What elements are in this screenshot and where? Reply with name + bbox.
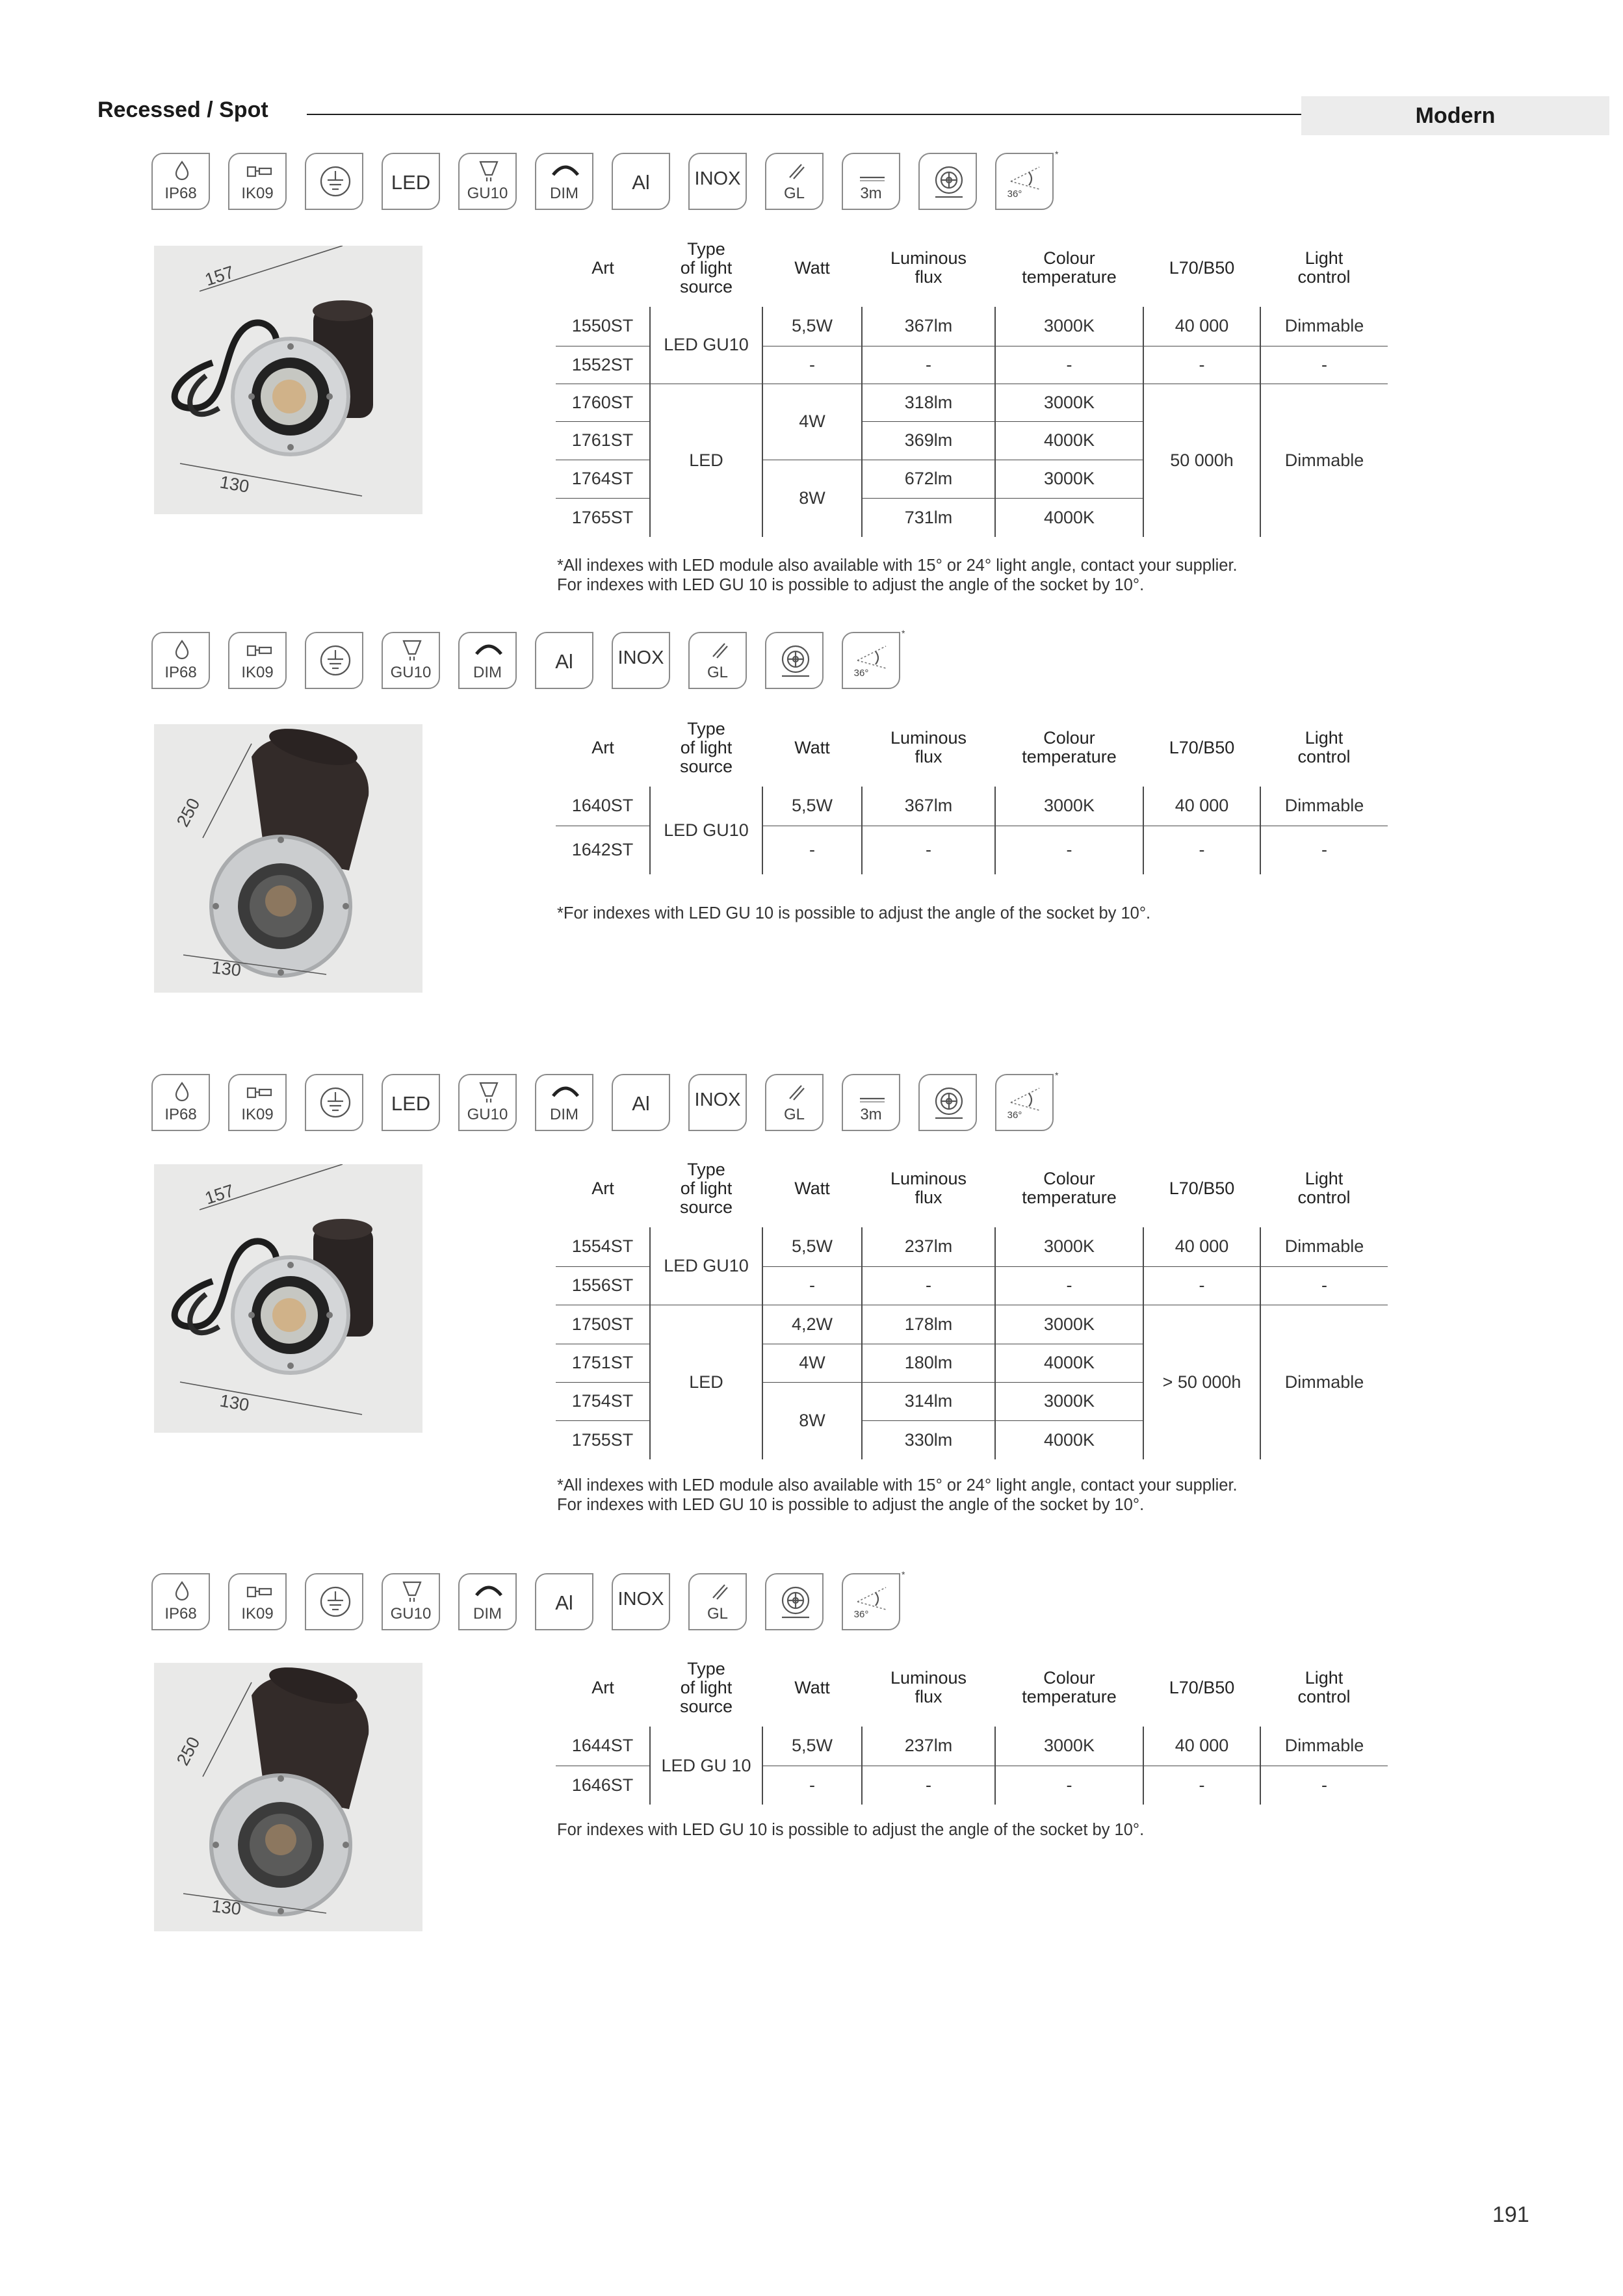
page-number: 191 [1492,2202,1529,2227]
table-cell: 180lm [862,1344,995,1382]
column-header: Luminous flux [890,248,967,287]
column-header: L70/B50 [1169,1178,1235,1198]
footnote-line: *All indexes with LED module also available with 15° or 24° light angle, contact your supplier. [557,556,1238,575]
column-header: Watt [794,737,830,757]
table-cell: 4000K [995,498,1143,537]
drive-over-icon [918,153,977,210]
drive-over-icon [918,1074,977,1131]
table-cell: 178lm [862,1305,995,1344]
table-cell: 4,2W [762,1305,862,1344]
column-header: Type of light source [679,239,733,296]
spec-table [556,709,1388,874]
column-header: Luminous flux [890,1668,967,1706]
drive-over-icon [765,1573,824,1630]
column-header: Luminous flux [890,1169,967,1207]
aluminium-icon: Al [612,153,670,210]
ip68-icon: IP68 [151,1074,210,1131]
column-header: Light control [1297,728,1351,766]
table-cell: 50 000h [1143,384,1260,537]
asterisk-mark: * [1055,1070,1059,1080]
class-earth-icon [305,1074,363,1131]
dimmable-icon: DIM [535,1074,593,1131]
asterisk-mark: * [902,628,905,638]
asterisk-mark: * [902,1569,905,1580]
glass-icon: GL [765,1074,824,1131]
table-cell: 3000K [995,1382,1143,1420]
beam-angle-icon: 36° [995,153,1054,210]
table-cell: - [1260,1766,1388,1805]
table-row [556,1305,1388,1344]
dimension-label: 250 [172,794,204,830]
table-cell: 237lm [862,1227,995,1266]
table-cell: 1754ST [556,1382,650,1420]
spec-table [556,1149,1388,1459]
cable-icon: 3m [842,1074,900,1131]
column-header: Type of light source [679,1658,733,1716]
footnote [557,1820,1144,1840]
column-header: Luminous flux [890,728,967,766]
footnote-line: For indexes with LED GU 10 is possible to adjust the angle of the socket by 10°. [557,1821,1145,1839]
table-cell: 4W [762,384,862,460]
column-header: Colour temperature [1022,248,1117,287]
spec-table [556,1649,1388,1805]
table-cell: - [862,1266,995,1305]
column-header: Watt [794,257,830,278]
table-cell: - [862,826,995,874]
column-header: Colour temperature [1022,728,1117,766]
inox-icon: INOX [612,632,670,689]
table-cell: 1755ST [571,1429,634,1450]
column-header: Art [591,737,614,757]
dimension-label: 130 [211,958,242,980]
ik09-icon: IK09 [228,153,287,210]
dimension-label: 130 [218,1390,251,1415]
table-cell: 1550ST [556,307,650,346]
glass-icon: GL [688,632,747,689]
footnote [557,556,1238,595]
table-cell: LED GU10 [650,787,762,874]
table-cell: 4W [762,1344,862,1382]
table-cell: 3000K [995,1727,1143,1766]
drive-over-icon [765,632,824,689]
table-cell: Dimmable [1260,384,1388,537]
table-cell: - [1143,346,1260,384]
table-cell: - [995,1766,1143,1805]
table-cell: 367lm [862,307,995,346]
column-header: L70/B50 [1169,257,1235,278]
table-cell: 8W [762,1382,862,1459]
gu10-icon: GU10 [458,153,517,210]
beam-angle-icon: 36° [842,632,900,689]
footnote-line: *For indexes with LED GU 10 is possible to adjust the angle of the socket by 10°. [557,904,1151,922]
table-cell: 1765ST [571,507,634,527]
table-cell: 4000K [995,1344,1143,1382]
dimmable-icon: DIM [458,1573,517,1630]
table-cell: 1642ST [571,840,634,860]
dimension-label: 250 [172,1733,204,1769]
table-cell: - [762,1266,862,1305]
table-cell: LED GU 10 [650,1727,762,1805]
inox-icon: INOX [688,1074,747,1131]
table-cell: - [995,826,1143,874]
column-header: Light control [1297,1668,1351,1706]
table-cell: 1764ST [556,460,650,498]
table-cell: - [862,1766,995,1805]
ip68-icon: IP68 [151,1573,210,1630]
table-cell: - [1260,1266,1388,1305]
table-cell: 3000K [995,307,1143,346]
column-header: Colour temperature [1022,1169,1117,1207]
table-row [556,1727,1388,1766]
table-cell: 314lm [862,1382,995,1420]
column-header: Art [591,257,614,278]
inox-icon: INOX [688,153,747,210]
product-photo [154,1164,422,1433]
column-header: L70/B50 [1169,737,1235,757]
table-cell: 1646ST [571,1775,634,1795]
column-header: Art [591,1677,614,1697]
table-cell: 1644ST [556,1727,650,1766]
spec-table [556,229,1388,537]
table-cell: 5,5W [762,1227,862,1266]
category-tag: Modern [1301,96,1609,135]
table-cell: - [1143,1766,1260,1805]
footnote-line: For indexes with LED GU 10 is possible to adjust the angle of the socket by 10°. [557,576,1145,594]
aluminium-icon: Al [535,1573,593,1630]
table-cell: 5,5W [762,787,862,826]
section-title: Recessed / Spot [97,98,268,122]
gu10-icon: GU10 [382,1573,440,1630]
table-cell: - [762,346,862,384]
ik09-icon: IK09 [228,632,287,689]
inox-icon: INOX [612,1573,670,1630]
table-cell: 1750ST [556,1305,650,1344]
table-row [556,307,1388,346]
table-cell: 1760ST [556,384,650,421]
table-cell: Dimmable [1260,307,1388,346]
ik09-icon: IK09 [228,1074,287,1131]
dimmable-icon: DIM [458,632,517,689]
table-cell: 5,5W [762,1727,862,1766]
product-photo [154,724,422,993]
footnote [557,904,1150,923]
ip68-icon: IP68 [151,632,210,689]
table-cell: 318lm [862,384,995,421]
column-header: Art [591,1178,614,1198]
column-header: Watt [794,1677,830,1697]
table-cell: 40 000 [1143,1227,1260,1266]
table-cell: LED GU10 [650,1227,762,1305]
glass-icon: GL [765,153,824,210]
column-header: Watt [794,1178,830,1198]
dimmable-icon: DIM [535,153,593,210]
table-cell: 1751ST [556,1344,650,1382]
table-cell: LED [650,384,762,537]
led-icon: LED [382,153,440,210]
ip68-icon: IP68 [151,153,210,210]
class-earth-icon [305,632,363,689]
table-cell: 1556ST [556,1266,650,1305]
column-header: Type of light source [679,718,733,776]
ik09-icon: IK09 [228,1573,287,1630]
gu10-icon: GU10 [382,632,440,689]
table-cell: Dimmable [1260,1727,1388,1766]
column-header: Type of light source [679,1159,733,1217]
table-cell: 3000K [995,787,1143,826]
table-cell: - [1143,826,1260,874]
table-cell: Dimmable [1260,1227,1388,1266]
led-icon: LED [382,1074,440,1131]
beam-angle-icon: 36° [842,1573,900,1630]
footnote-line: *All indexes with LED module also available with 15° or 24° light angle, contact your supplier. [557,1476,1238,1494]
asterisk-mark: * [1055,149,1059,159]
table-cell: > 50 000h [1143,1305,1260,1459]
table-cell: - [995,1266,1143,1305]
table-cell: 237lm [862,1727,995,1766]
table-cell: - [1260,826,1388,874]
column-header: Colour temperature [1022,1668,1117,1706]
table-cell: 1554ST [556,1227,650,1266]
column-header: Light control [1297,1169,1351,1207]
column-header: Light control [1297,248,1351,287]
table-cell: 672lm [862,460,995,498]
table-cell: 1761ST [556,421,650,460]
footnote-line: For indexes with LED GU 10 is possible to adjust the angle of the socket by 10°. [557,1496,1145,1514]
table-cell: 3000K [995,1305,1143,1344]
table-cell: Dimmable [1260,787,1388,826]
class-earth-icon [305,1573,363,1630]
table-cell: 40 000 [1143,307,1260,346]
table-cell: - [995,346,1143,384]
table-cell: 3000K [995,384,1143,421]
table-cell: 40 000 [1143,1727,1260,1766]
product-photo [154,1663,422,1931]
dimension-label: 130 [211,1896,242,1919]
aluminium-icon: Al [612,1074,670,1131]
table-cell: 1640ST [556,787,650,826]
table-cell: LED GU10 [650,307,762,384]
dimension-label: 130 [218,472,251,497]
cable-icon: 3m [842,153,900,210]
table-cell: 8W [762,460,862,537]
table-cell: 330lm [862,1420,995,1459]
table-cell: 3000K [995,460,1143,498]
table-cell: 4000K [995,421,1143,460]
table-cell: - [1260,346,1388,384]
table-cell: 40 000 [1143,787,1260,826]
table-cell: - [862,346,995,384]
table-row [556,1227,1388,1266]
gu10-icon: GU10 [458,1074,517,1131]
footnote [557,1476,1238,1515]
column-header: L70/B50 [1169,1677,1235,1697]
glass-icon: GL [688,1573,747,1630]
table-cell: - [1143,1266,1260,1305]
aluminium-icon: Al [535,632,593,689]
header-rule [307,114,1301,115]
table-cell: 731lm [862,498,995,537]
dimension-label: 157 [202,262,237,290]
table-cell: LED [650,1305,762,1459]
product-photo [154,246,422,514]
table-cell: - [762,826,862,874]
table-cell: 4000K [995,1420,1143,1459]
table-cell: 367lm [862,787,995,826]
table-cell: - [762,1766,862,1805]
table-cell: 1552ST [556,346,650,384]
table-cell: Dimmable [1260,1305,1388,1459]
table-row [556,787,1388,826]
table-cell: 3000K [995,1227,1143,1266]
class-earth-icon [305,153,363,210]
beam-angle-icon: 36° [995,1074,1054,1131]
dimension-label: 157 [202,1181,237,1208]
table-row [556,384,1388,421]
table-cell: 369lm [862,421,995,460]
table-cell: 5,5W [762,307,862,346]
